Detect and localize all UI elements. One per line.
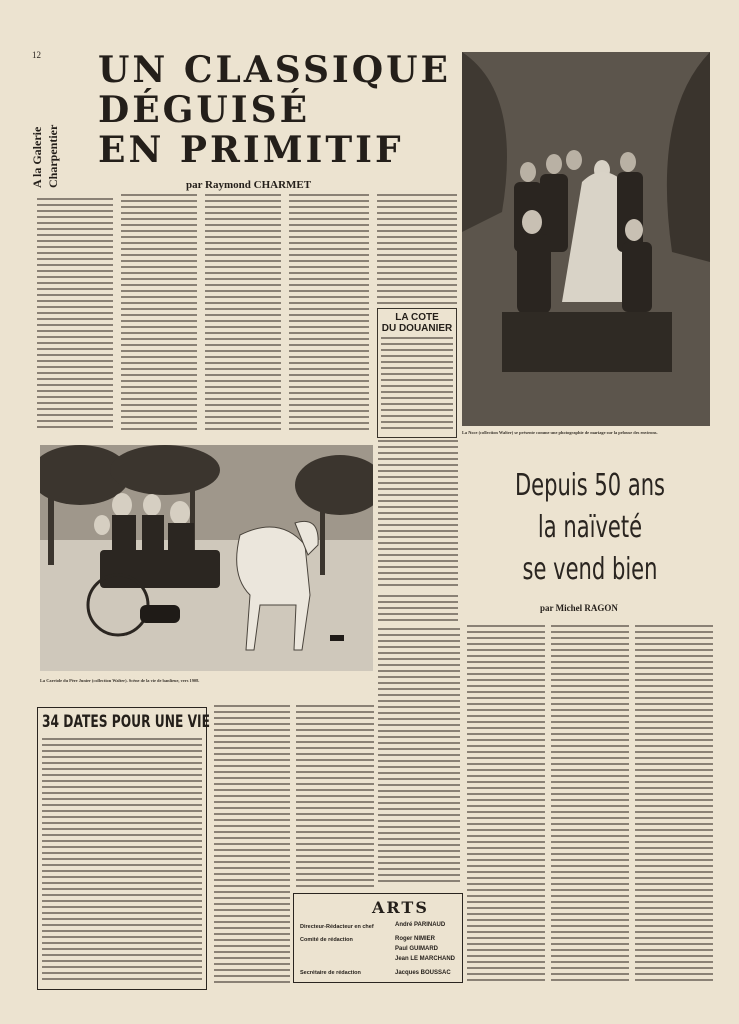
rubric-vertical	[30, 88, 80, 198]
article2-column-4	[635, 625, 713, 985]
article1-byline: par Raymond CHARMET	[186, 179, 312, 191]
carriage-painting-image	[40, 445, 373, 671]
article1-column-3	[205, 194, 281, 430]
article2-byline: par Michel RAGON	[540, 603, 618, 613]
rubric-line-1: A la Galerie	[30, 126, 44, 188]
headline-line-2: DÉGUISÉ	[98, 89, 311, 131]
article2-headline-line-2: la naïveté	[537, 510, 643, 545]
masthead-name-1: André PARINAUD	[395, 922, 446, 928]
headline-line-3: EN PRIMITIF	[98, 129, 404, 171]
article2-headline-line-3: se vend bien	[522, 552, 658, 587]
article2-headline-line-1: Depuis 50 ans	[514, 468, 666, 503]
wedding-painting-illustration	[462, 52, 710, 426]
article1-column-6	[378, 440, 458, 590]
masthead-role-2: Comité de rédaction	[300, 937, 353, 943]
article1-column-9	[296, 705, 374, 887]
article1-column-1	[37, 198, 113, 430]
carriage-caption: La Carriole du Père Junier (collection Walter). Scène de la vie de banlieue, vers 1908.	[40, 678, 200, 683]
sidebar-box	[377, 308, 457, 438]
masthead-logo: ARTS	[372, 898, 429, 917]
dates-title: 34 DATES POUR UNE VIE	[42, 712, 210, 732]
sidebar-text	[381, 337, 453, 429]
article1-column-5	[377, 194, 457, 304]
carriage-painting-illustration	[40, 445, 373, 671]
article1-column-2	[121, 194, 197, 430]
masthead-role-3: Secrétaire de rédaction	[300, 970, 361, 976]
masthead-name-5: Jacques BOUSSAC	[395, 970, 451, 976]
masthead-role-1: Directeur-Rédacteur en chef	[300, 924, 374, 930]
article2-column-3	[551, 625, 629, 985]
rubric-line-2: Charpentier	[46, 124, 60, 188]
sidebar-title-2: DU DOUANIER	[381, 323, 453, 334]
sidebar-title-1: LA COTE	[395, 312, 439, 323]
headline-line-1: UN CLASSIQUE	[98, 49, 451, 91]
article1-column-8	[214, 705, 290, 987]
article2-column-2	[467, 625, 545, 985]
wedding-painting-image	[462, 52, 710, 426]
masthead-name-3: Paul GUIMARD	[395, 946, 439, 952]
dates-box	[37, 707, 210, 990]
masthead-name-2: Roger NIMIER	[395, 936, 436, 942]
article1-column-7	[378, 595, 458, 625]
masthead-name-4: Jean LE MARCHAND	[395, 956, 456, 962]
article1-column-4	[289, 194, 369, 430]
wedding-caption: La Noce (collection Walter) se présente comme une photographie de mariage sur la pelouse des environs.	[462, 430, 658, 435]
dates-list	[42, 738, 202, 983]
page-number: 12	[32, 50, 41, 60]
article2-column-1	[378, 628, 460, 885]
article1-headline	[98, 49, 451, 171]
article2-headline	[512, 465, 668, 591]
